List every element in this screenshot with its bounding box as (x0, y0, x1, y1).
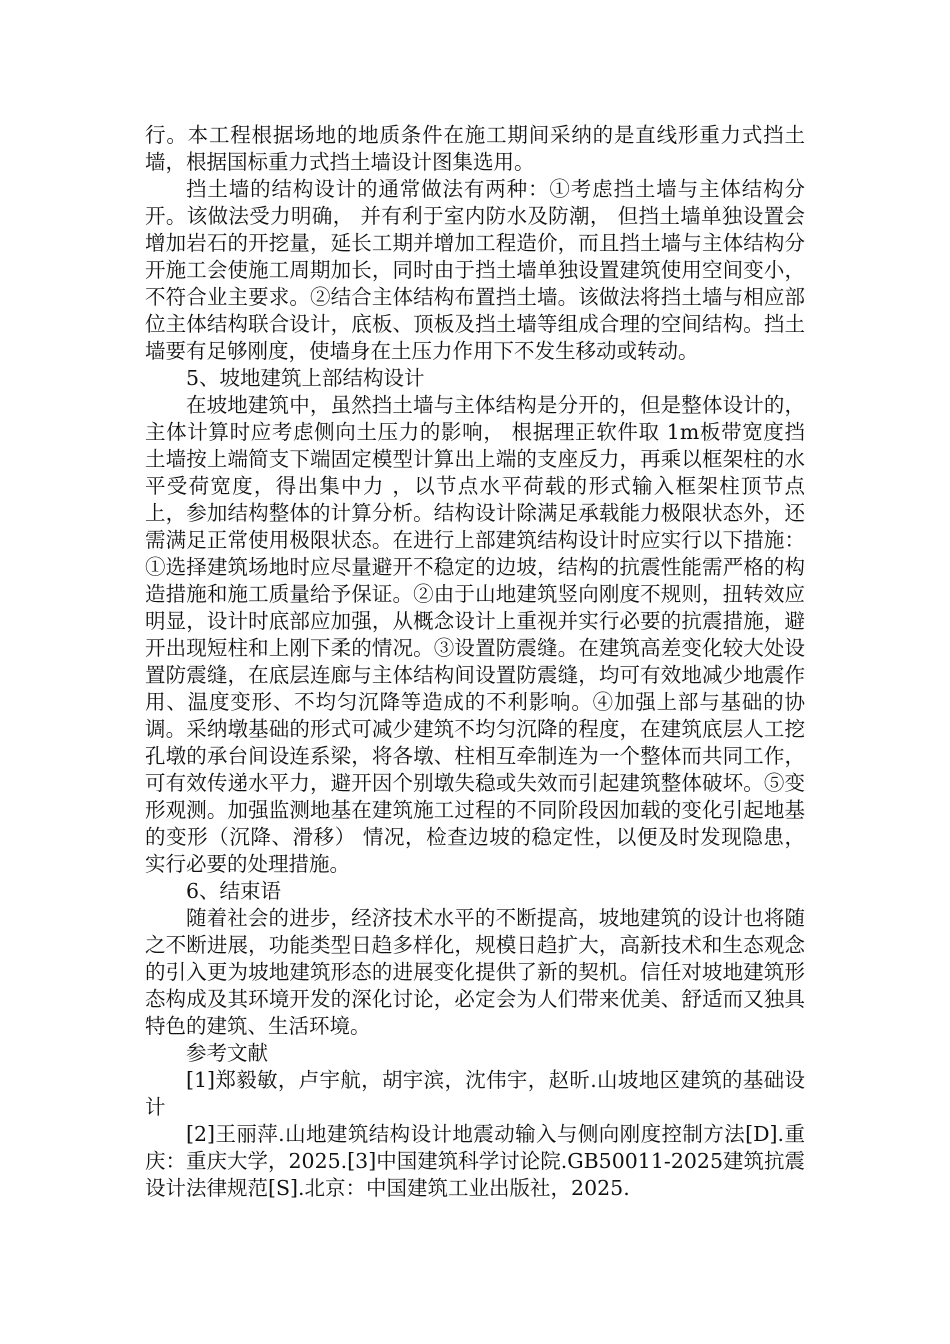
paragraph-retaining-wall-design: 挡土墙的结构设计的通常做法有两种：①考虑挡土墙与主体结构分开。该做法受力明确， 并有利于室内防水及防潮， 但挡土墙单独设置会增加岩石的开挖量，延长工期并增加工程造价，而且挡土墙与主体结构分开施工会使施工周期加长，同时由于挡土墙单独设置建筑使用空间变小，不符合业主要求。②结合主体结构布置挡土墙。该做法将挡土墙与相应部位主体结构联合设计，底板、顶板及挡土墙等组成合理的空间结构。挡土墙要有足够刚度，使墙身在土压力作用下不发生移动或转动。 (145, 177, 805, 363)
paragraph-continuation: 行。本工程根据场地的地质条件在施工期间采纳的是直线形重力式挡土墙，根据国标重力式挡土墙设计图集选用。 (145, 123, 805, 174)
section-heading-6: 6、结束语 (186, 879, 282, 903)
paragraph-conclusion: 随着社会的进步，经济技术水平的不断提高，坡地建筑的设计也将随之不断进展，功能类型日趋多样化，规模日趋扩大，高新技术和生态观念的引入更为坡地建筑形态的进展变化提供了新的契机。信任对坡地建筑形态构成及其环境开发的深化讨论，必定会为人们带来优美、舒适而又独具特色的建筑、生活环境。 (145, 906, 805, 1038)
section-heading-5: 5、坡地建筑上部结构设计 (186, 366, 425, 390)
document-page (145, 122, 805, 1202)
paragraph-superstructure-design: 在坡地建筑中，虽然挡土墙与主体结构是分开的，但是整体设计的，主体计算时应考虑侧向土压力的影响， 根据理正软件取 1m板带宽度挡土墙按上端简支下端固定模型计算出上端的支座反力，再乘以框架柱的水平受荷宽度，得出集中力 ，以节点水平荷载的形式输入框架柱顶节点上，参加结构整体的计算分析。结构设计除满足承载能力极限状态外，还需满足正常使用极限状态。在进行上部建筑结构设计时应实行以下措施：①选择建筑场地时应尽量避开不稳定的边坡，结构的抗震性能需严格的构造措施和施工质量给予保证。②由于山地建筑竖向刚度不规则，扭转效应明显，设计时底部应加强，从概念设计上重视并实行必要的抗震措施，避开出现短柱和上刚下柔的情况。③设置防震缝。在建筑高差变化较大处设置防震缝，在底层连廊与主体结构间设置防震缝，均可有效地减少地震作用、温度变形、不均匀沉降等造成的不利影响。④加强上部与基础的协调。采纳墩基础的形式可减少建筑不均匀沉降的程度，在建筑底层人工挖孔墩的承台间设连系梁，将各墩、柱相互牵制连为一个整体而共同工作，可有效传递水平力，避开因个别墩失稳或失效而引起建筑整体破坏。⑤变形观测。加强监测地基在建筑施工过程的不同阶段因加载的变化引起地基的变形（沉降、滑移） 情况，检查边坡的稳定性，以便及时发现隐患，实行必要的处理措施。 (145, 393, 805, 876)
reference-item-1: [1]郑毅敏，卢宇航，胡宇滨，沈伟宇，赵昕.山坡地区建筑的基础设计 (145, 1068, 805, 1119)
references-heading: 参考文献 (186, 1041, 268, 1065)
reference-item-2-3: [2]王丽萍.山地建筑结构设计地震动输入与侧向刚度控制方法[D].重庆：重庆大学，2025.[3]中国建筑科学讨论院.GB50011-2025建筑抗震设计法律规范[S].北京：中国建筑工业出版社，2025. (145, 1122, 805, 1200)
